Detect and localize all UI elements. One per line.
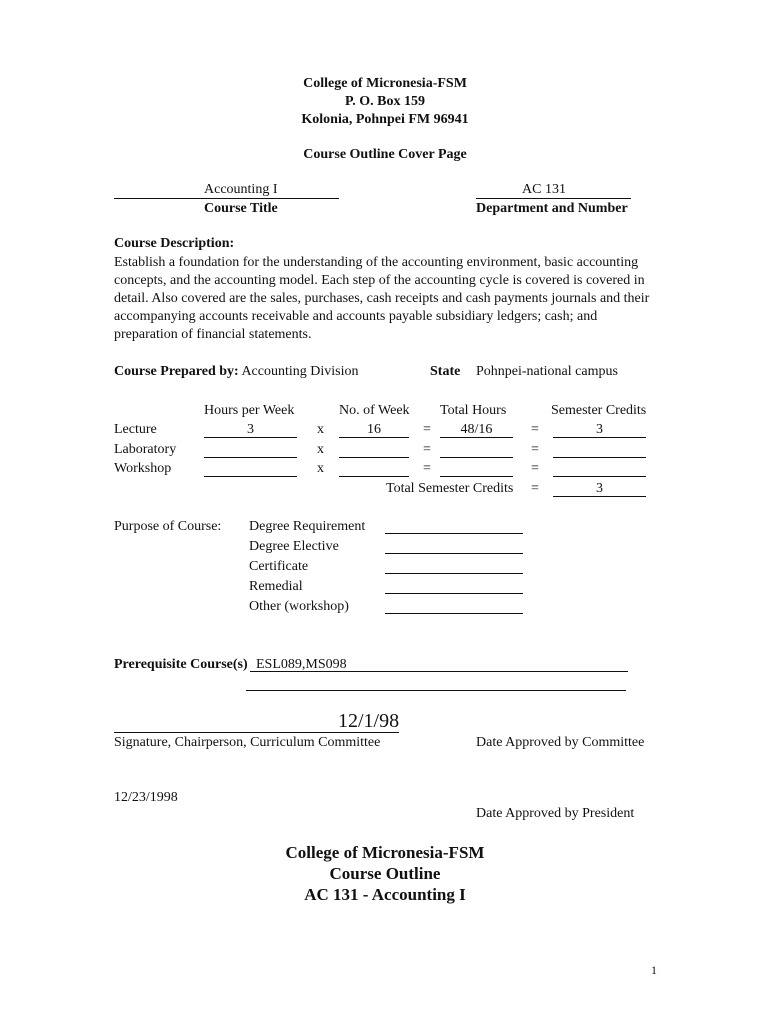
outline-college-name: College of Micronesia-FSM [285,843,485,862]
workshop-weeks-line [339,476,409,477]
header-total-hours: Total Hours [440,403,507,418]
lecture-total: 48/16 [460,422,493,437]
prerequisite-label: Prerequisite Course(s) [114,657,248,672]
lab-total-line [440,457,513,458]
row-label-lecture: Lecture [114,422,157,437]
op-eq-2: = [531,422,539,437]
course-title-value: Accounting I [204,182,278,197]
op-eq-5: = [423,461,431,476]
op-x-3: x [317,461,324,476]
college-name: College of Micronesia-FSM [303,76,467,91]
purpose-label: Purpose of Course: [114,519,222,534]
state-label: State [430,364,461,379]
purpose-line [385,573,523,574]
purpose-option: Degree Elective [249,539,339,554]
approval-date-committee: 12/1/98 [338,710,400,732]
workshop-total-line [440,476,513,477]
purpose-line [385,613,523,614]
outline-course: AC 131 - Accounting I [304,885,466,904]
op-eq-3: = [423,442,431,457]
workshop-credits-line [553,476,646,477]
purpose-option: Remedial [249,579,303,594]
president-date-label: Date Approved by President [476,806,635,821]
approval-date-president: 12/23/1998 [114,790,178,805]
dept-value: AC 131 [522,182,566,197]
op-eq-1: = [423,422,431,437]
page-subtitle: Course Outline Cover Page [303,147,467,162]
signature-line [114,732,399,733]
lecture-credits: 3 [596,422,603,437]
op-eq-7: = [531,481,539,496]
lecture-weeks: 16 [367,422,381,437]
total-credits-value: 3 [596,481,603,496]
workshop-per-week-line [204,476,297,477]
op-x-1: x [317,422,324,437]
committee-date-label: Date Approved by Committee [476,735,645,750]
op-eq-4: = [531,442,539,457]
row-label-laboratory: Laboratory [114,442,177,457]
description-paragraph: Establish a foundation for the understanding of the accounting environment, basic accounting concepts, and the accounting model. Each step of the accounting cycle is covered is covered in detail. Also covered are the sales, purchases, cash receipts and cash payments journals and their accompanying accounts receivable and accounts payable subsidiary ledgers; cash; and preparation of financial statements. [114,255,650,342]
lab-per-week-line [204,457,297,458]
description-label: Course Description: [114,236,235,251]
prepared-by [114,364,358,380]
dept-underline [476,198,631,199]
signature-label: Signature, Chairperson, Curriculum Committee [114,735,381,750]
course-title-underline [114,198,339,199]
state-value: Pohnpei-national campus [476,364,618,379]
address: Kolonia, Pohnpei FM 96941 [301,112,469,127]
total-credits-label: Total Semester Credits [386,481,514,496]
purpose-option: Certificate [249,559,309,574]
header-semester-credits: Semester Credits [551,403,647,418]
lecture-per-week: 3 [247,422,254,437]
purpose-line [385,553,523,554]
purpose-line [385,593,523,594]
course-title-label: Course Title [204,201,278,216]
lab-credits-line [553,457,646,458]
po-box: P. O. Box 159 [345,94,425,109]
prepared-value: Accounting Division [241,364,359,379]
purpose-option: Other (workshop) [249,599,349,614]
op-eq-6: = [531,461,539,476]
purpose-line [385,533,523,534]
purpose-option: Degree Requirement [249,519,366,534]
dept-label: Department and Number [476,201,628,216]
outline-heading: Course Outline [329,864,441,883]
row-label-workshop: Workshop [114,461,172,476]
header-hours-per-week: Hours per Week [204,403,295,418]
prerequisite-line-2 [246,690,626,691]
header-no-of-week: No. of Week [339,403,410,418]
prerequisite-value: ESL089,MS098 [256,657,347,672]
page-number: 1 [651,963,657,977]
prepared-label: Course Prepared by: [114,364,239,379]
description-text [114,254,659,344]
op-x-2: x [317,442,324,457]
lab-weeks-line [339,457,409,458]
